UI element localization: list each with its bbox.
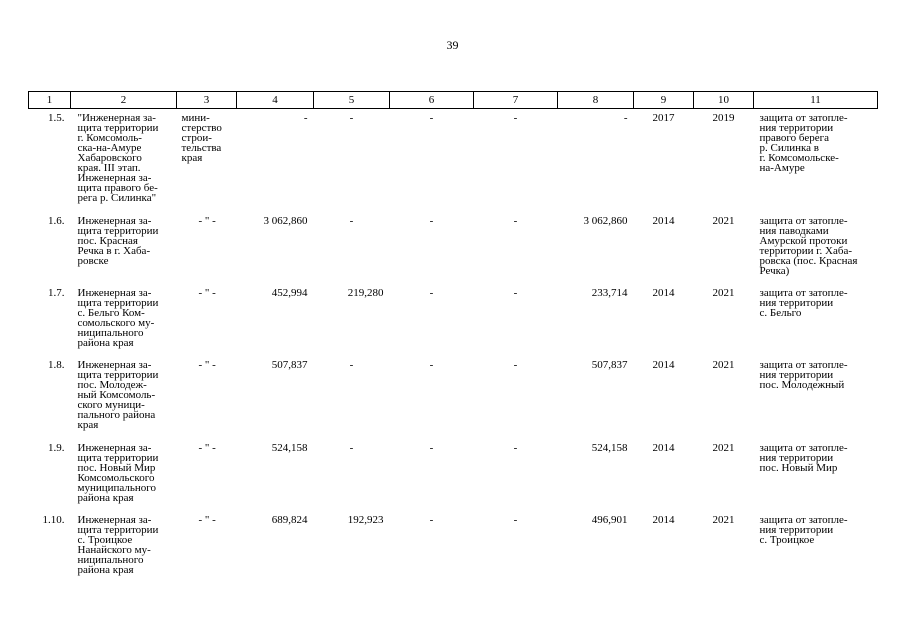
row-result: защита от затопле- ния территории пос. Новый Мир	[759, 441, 848, 474]
row-number: 1.7.	[48, 286, 65, 299]
row-fed: -	[349, 214, 354, 227]
row-start-year: 2014	[652, 358, 675, 371]
row-col6: -	[429, 513, 434, 526]
row-executor: - " -	[198, 214, 216, 227]
row-name: Инженерная за- щита территории пос. Новый Мир Комсомольского муниципального района края	[77, 441, 159, 504]
header-col-10: 10	[694, 92, 754, 109]
row-fed: -	[349, 112, 354, 124]
row-total: -	[303, 112, 308, 124]
row-total: 507,837	[271, 358, 308, 371]
row-col8: 524,158	[591, 441, 628, 454]
header-col-2: 2	[71, 92, 177, 109]
row-number: 1.6.	[48, 214, 65, 227]
row-col6: -	[429, 286, 434, 299]
row-start-year: 2014	[652, 441, 675, 454]
row-col8: 496,901	[591, 513, 628, 526]
header-col-5: 5	[314, 92, 390, 109]
table-header	[29, 92, 878, 109]
header-col-8: 8	[558, 92, 634, 109]
row-start-year: 2014	[652, 286, 675, 299]
row-name: Инженерная за- щита территории с. Бельго Ком- сомольского му- ниципального района края	[77, 286, 159, 349]
page-number: 39	[446, 38, 459, 52]
row-col7: -	[513, 441, 518, 454]
row-total: 3 062,860	[263, 214, 308, 227]
table-body	[29, 109, 878, 583]
row-col7: -	[513, 513, 518, 526]
row-end-year: 2021	[712, 286, 735, 299]
row-end-year: 2021	[712, 358, 735, 371]
row-fed: -	[349, 441, 354, 454]
table-row	[29, 511, 878, 583]
row-col8: -	[623, 112, 628, 124]
row-col8: 233,714	[591, 286, 628, 299]
row-col6: -	[429, 112, 434, 124]
row-fed: -	[349, 358, 354, 371]
row-start-year: 2014	[652, 214, 675, 227]
header-col-6: 6	[390, 92, 474, 109]
row-executor: - " -	[198, 286, 216, 299]
row-start-year: 2014	[652, 513, 675, 526]
row-executor: - " -	[198, 513, 216, 526]
row-end-year: 2021	[712, 513, 735, 526]
row-end-year: 2021	[712, 214, 735, 227]
header-col-11: 11	[754, 92, 878, 109]
row-number: 1.10.	[42, 513, 65, 526]
row-col7: -	[513, 358, 518, 371]
row-col6: -	[429, 358, 434, 371]
table-row	[29, 439, 878, 511]
row-end-year: 2021	[712, 441, 735, 454]
row-executor: мини- стерство строи- тельства края	[181, 112, 222, 164]
header-col-3: 3	[177, 92, 237, 109]
row-total: 689,824	[271, 513, 308, 526]
table-row	[29, 284, 878, 356]
row-name: Инженерная за- щита территории пос. Молодеж- ный Комсомоль- ского муници- пального района края	[77, 358, 159, 431]
row-result: защита от затопле- ния территории с. Бельго	[759, 286, 848, 319]
header-col-4: 4	[237, 92, 314, 109]
row-col6: -	[429, 441, 434, 454]
row-number: 1.5.	[48, 112, 65, 124]
row-fed: 219,280	[347, 286, 384, 299]
row-name: "Инженерная за- щита территории г. Комсомоль- ска-на-Амуре Хабаровского края. III этап. Инженерная за- щита правого бе- рега р. Силинка"	[77, 112, 159, 204]
table-row	[29, 109, 878, 212]
row-fed: 192,923	[347, 513, 384, 526]
row-name: Инженерная за- щита территории пос. Красная Речка в г. Хаба- ровске	[77, 214, 159, 267]
row-col7: -	[513, 286, 518, 299]
row-executor: - " -	[198, 441, 216, 454]
row-number: 1.9.	[48, 441, 65, 454]
row-name: Инженерная за- щита территории с. Троицкое Нанайского му- ниципального района края	[77, 513, 159, 576]
row-total: 524,158	[271, 441, 308, 454]
row-start-year: 2017	[652, 112, 675, 124]
row-result: защита от затопле- ния территории правого берега р. Силинка в г. Комсомольске- на-Амуре	[759, 112, 848, 174]
row-executor: - " -	[198, 358, 216, 371]
row-total: 452,994	[271, 286, 308, 299]
row-result: защита от затопле- ния территории пос. Молодежный	[759, 358, 848, 391]
header-col-1: 1	[29, 92, 71, 109]
row-col8: 3 062,860	[583, 214, 628, 227]
header-row	[29, 92, 878, 109]
row-end-year: 2019	[712, 112, 735, 124]
row-col7: -	[513, 214, 518, 227]
row-result: защита от затопле- ния паводками Амурской протоки территории г. Хаба- ровска (пос. Красная Речка)	[759, 214, 858, 277]
header-col-9: 9	[634, 92, 694, 109]
row-col7: -	[513, 112, 518, 124]
header-col-7: 7	[474, 92, 558, 109]
table-row	[29, 212, 878, 284]
row-col6: -	[429, 214, 434, 227]
program-table	[28, 91, 878, 583]
table-row	[29, 356, 878, 439]
row-result: защита от затопле- ния территории с. Троицкое	[759, 513, 848, 546]
row-col8: 507,837	[591, 358, 628, 371]
row-number: 1.8.	[48, 358, 65, 371]
